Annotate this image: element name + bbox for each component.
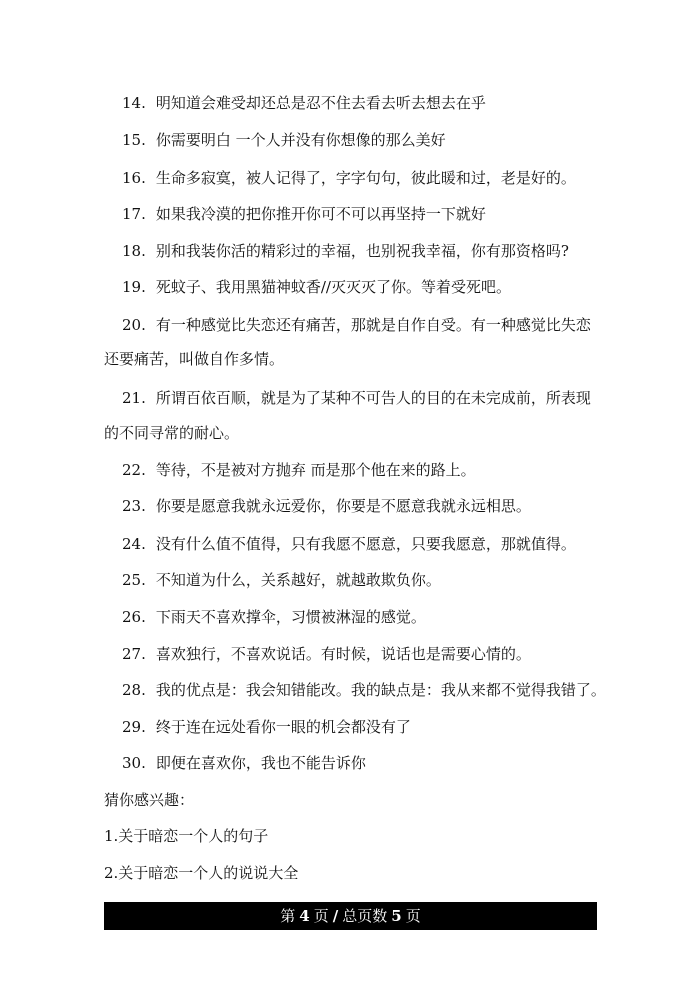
current-page-number: 4 (299, 907, 310, 925)
list-item-continuation: 还要痛苦，叫做自作多情。 (104, 350, 285, 368)
list-item: 27. 喜欢独行，不喜欢说话。有时候，说话也是需要心情的。 (122, 645, 531, 663)
list-item: 26. 下雨天不喜欢撑伞，习惯被淋湿的感觉。 (122, 608, 426, 626)
list-item: 24. 没有什么值不值得，只有我愿不愿意，只要我愿意，那就值得。 (122, 535, 576, 553)
list-item: 19. 死蚊子、我用黑猫神蚊香//灭灭灭了你。等着受死吧。 (122, 278, 511, 296)
page-footer: 第 4 页 / 总页数 5 页 (104, 902, 597, 930)
list-item: 17. 如果我冷漠的把你推开你可不可以再坚持一下就好 (122, 205, 486, 223)
list-item: 14. 明知道会难受却还总是忍不住去看去听去想去在乎 (122, 94, 486, 112)
list-item: 20. 有一种感觉比失恋还有痛苦，那就是自作自受。有一种感觉比失恋 (122, 316, 591, 334)
list-item: 23. 你要是愿意我就永远爱你，你要是不愿意我就永远相思。 (122, 497, 531, 515)
list-item: 15. 你需要明白 一个人并没有你想像的那么美好 (122, 131, 446, 149)
list-item: 18. 别和我装你活的精彩过的幸福，也别祝我幸福，你有那资格吗? (122, 242, 569, 260)
related-link[interactable]: 2.关于暗恋一个人的说说大全 (104, 864, 299, 882)
list-item: 21. 所谓百依百顺，就是为了某种不可告人的目的在未完成前，所表现 (122, 389, 591, 407)
related-link[interactable]: 1.关于暗恋一个人的句子 (104, 827, 269, 845)
list-item: 22. 等待，不是被对方抛弃 而是那个他在来的路上。 (122, 461, 476, 479)
list-item-continuation: 的不同寻常的耐心。 (104, 424, 240, 442)
list-item: 16. 生命多寂寞，被人记得了，字字句句，彼此暖和过，老是好的。 (122, 169, 576, 187)
interest-heading: 猜你感兴趣： (104, 791, 195, 809)
list-item: 28. 我的优点是：我会知错能改。我的缺点是：我从来都不觉得我错了。 (122, 681, 606, 699)
list-item: 25. 不知道为什么，关系越好，就越敢欺负你。 (122, 571, 441, 589)
list-item: 29. 终于连在远处看你一眼的机会都没有了 (122, 718, 411, 736)
list-item: 30. 即便在喜欢你，我也不能告诉你 (122, 754, 366, 772)
total-pages-number: 5 (391, 907, 402, 925)
